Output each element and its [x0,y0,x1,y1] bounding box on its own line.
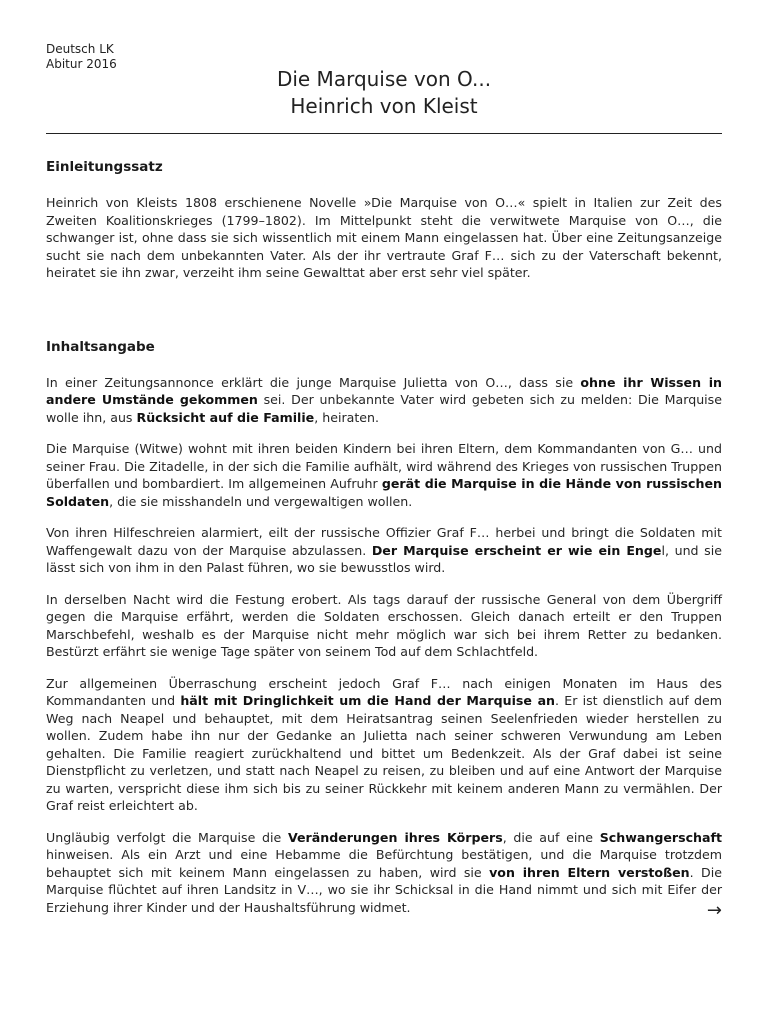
page-subtitle: Heinrich von Kleist [290,94,478,118]
bold-phrase: hält mit Dringlichkeit um die Hand der Marquise an [180,693,556,708]
bold-phrase: Der Marquise erscheint er wie ein Enge [371,542,662,558]
next-page-arrow-icon: → [706,900,722,921]
text-span: Ungläubig verfolgt die Marquise die [46,829,288,845]
intro-paragraph: Heinrich von Kleists 1808 erschienene Novelle »Die Marquise von O…« spielt in Italien zur Zeit des Zweiten Koalitionskrieges (1799–1802). Im Mittelpunkt steht die verwitwete Marquise von O…, die schwanger ist, ohne dass sie sich wissentlich mit einem Mann eingelassen hat. Über eine Zeitungsanzeige sucht sie nach dem unbekannten Vater. Als der ihr vertraute Graf F… sich zu der Vaterschaft bekennt, heiratet sie ihn zwar, verzeiht ihm seine Gewalttat aber erst sehr viel später. [46,195,722,280]
text-span: sei. Der unbekannte Vater wird gebeten sich zu melden: Die Marquise wolle ihn, aus [46,392,722,425]
bold-phrase: Veränderungen ihres Körpers [287,829,503,845]
exam-year-label: Abitur 2016 [46,57,117,71]
text-span: . Er ist dienstlich auf dem Weg nach Neapel und behauptet, mit dem Heiratsantrag seinen Seelenfrieden wieder herstellen zu wollen. Zudem habe ihn nur der Gedanke an Julietta nach seiner schweren Verwundung am Leben gehalten. Die Familie reagiert zurückhaltend und bittet um Bedenkzeit. Als der Graf dabei ist seine Dienstpflicht zu verletzen, und statt nach Neapel zu reisen, zu bleiben und auf eine Antwort der Marquise zu warten, verspricht diese ihm sich bis zu seiner Rückkehr mit keinem anderen Mann zu vermählen. Der Graf reist erleichtert ab. [46,693,722,813]
summary-paragraph-2 [46,440,722,510]
bold-phrase: Rücksicht auf die Familie [136,409,315,425]
title-divider [46,133,722,134]
intro-heading: Einleitungssatz [46,159,163,175]
summary-paragraph-1 [46,374,722,427]
summary-heading: Inhaltsangabe [46,338,155,355]
summary-paragraph-3 [46,524,722,577]
text-span: Zur allgemeinen Überraschung erscheint jedoch Graf F… nach einigen Monaten im Haus des Kommandanten und [46,675,722,708]
bold-phrase: ohne ihr Wissen in andere Umstände gekommen [46,374,722,407]
text-span: Von ihren Hilfeschreien alarmiert, eilt der russische Offizier Graf F… herbei und bringt die Soldaten mit Waffengewalt dazu von der Marquise abzulassen. [46,525,722,558]
summary-paragraph-5 [46,675,722,815]
summary-paragraph-6 [46,829,722,917]
text-span: , heiraten. [314,409,380,425]
text-span: l, und sie lässt sich von ihm in den Palast führen, wo sie bewusstlos wird. [46,542,722,575]
bold-phrase: Schwangerschaft [599,829,723,845]
page-title: Die Marquise von O... [276,67,492,91]
page-title-block [0,66,768,120]
text-span: , die auf eine [502,829,600,845]
document-body [46,158,722,930]
text-span: . Die Marquise flüchtet auf ihren Landsitz in V…, wo sie ihr Schicksal in die Hand nimmt und sich mit Eifer der Erziehung ihrer Kinder und der Haushaltsführung widmet. [46,864,722,915]
text-span: Die Marquise (Witwe) wohnt mit ihren beiden Kindern bei ihren Eltern, dem Kommandanten von G… und seiner Frau. Die Zitadelle, in der sich die Familie aufhält, wird während des Krieges von russischen Truppen überfallen und bombardiert. Im allgemeinen Aufruhr [46,441,722,491]
text-span: , die sie misshandeln und vergewaltigen wollen. [109,493,413,509]
text-span: In einer Zeitungsannonce erklärt die junge Marquise Julietta von O…, dass sie [46,374,581,390]
bold-phrase: gerät die Marquise in die Hände von russischen Soldaten [46,476,722,509]
bold-phrase: von ihren Eltern verstoßen [489,864,690,880]
section-spacer [46,296,722,338]
summary-paragraph-4: In derselben Nacht wird die Festung erobert. Als tags darauf der russische General von dem Übergriff gegen die Marquise erfährt, werden die Soldaten erschossen. Gleich danach erteilt er den Truppen Marschbefehl, weshalb es der Marquise nicht mehr möglich war sich bei ihrem Retter zu bedanken. Bestürzt erfährt sie wenige Tage später von seinem Tod auf dem Schlachtfeld. [46,591,722,659]
course-label: Deutsch LK [46,42,114,56]
text-span: hinweisen. Als ein Arzt und eine Hebamme die Befürchtung bestätigen, und die Marquise trotzdem behauptet sich mit keinem Mann eingelassen zu haben, wird sie [46,847,722,880]
